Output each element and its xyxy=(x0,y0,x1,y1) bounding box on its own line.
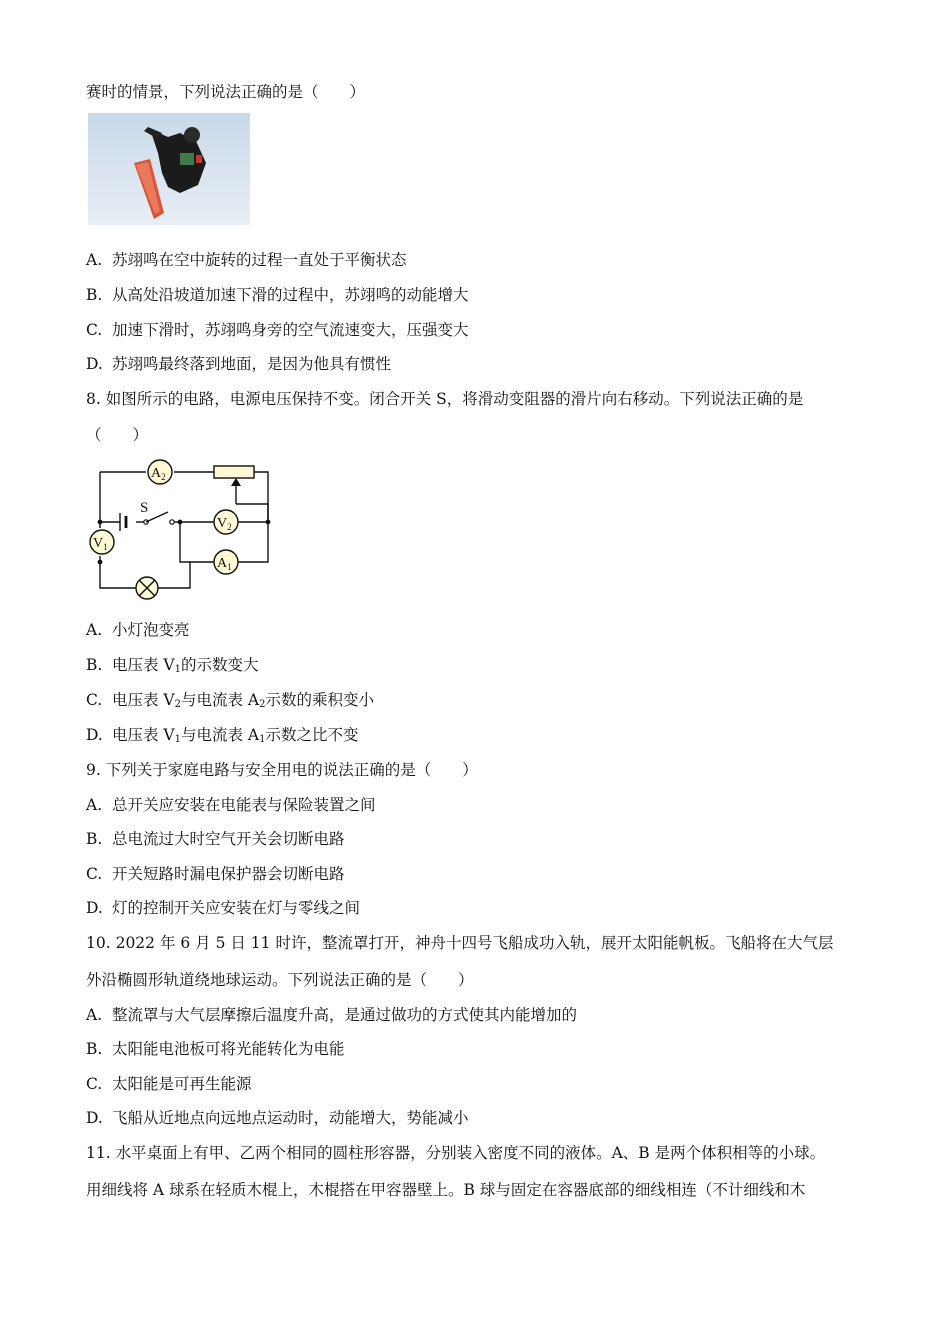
q10-option-b: B. 太阳能电池板可将光能转化为电能 xyxy=(86,1040,345,1058)
q10-option-d: D. 飞船从近地点向远地点运动时，动能增大，势能减小 xyxy=(86,1109,469,1127)
snowboarder-photo xyxy=(88,113,250,225)
voltmeter-v2: $V_2$ xyxy=(217,516,232,532)
q10-option-a: A. 整流罩与大气层摩擦后温度升高，是通过做功的方式使其内能增加的 xyxy=(86,1006,578,1024)
q8-stem-line1: 8. 如图所示的电路，电源电压保持不变。闭合开关 S，将滑动变阻器的滑片向右移动。下列说法正确的是 xyxy=(86,390,804,408)
q8-option-b: B. 电压表 $V_1$的示数变大 xyxy=(86,656,259,675)
switch-label: S xyxy=(140,500,149,516)
q9-option-d: D. 灯的控制开关应安装在灯与零线之间 xyxy=(86,899,361,917)
q11-stem-line2: 用细线将 A 球系在轻质木棍上，木棍搭在甲容器壁上。B 球与固定在容器底部的细线相连（不计细线和木 xyxy=(86,1181,806,1199)
q9-stem: 9. 下列关于家庭电路与安全用电的说法正确的是（ ） xyxy=(86,761,478,779)
q9-option-a: A. 总开关应安装在电能表与保险装置之间 xyxy=(86,796,376,814)
circuit-diagram xyxy=(86,458,276,608)
q7-option-b: B. 从高处沿坡道加速下滑的过程中，苏翊鸣的动能增大 xyxy=(86,286,469,304)
q7-option-c: C. 加速下滑时，苏翊鸣身旁的空气流速变大，压强变大 xyxy=(86,321,469,339)
q10-stem-line2: 外沿椭圆形轨道绕地球运动。下列说法正确的是（ ） xyxy=(86,971,474,989)
q9-option-c: C. 开关短路时漏电保护器会切断电路 xyxy=(86,865,345,883)
voltmeter-v1: $V_1$ xyxy=(93,536,108,552)
q8-option-c: C. 电压表 $V_2$与电流表 $A_2$示数的乘积变小 xyxy=(86,691,375,710)
ammeter-a2: $A_2$ xyxy=(151,466,166,482)
q11-stem-line1: 11. 水平桌面上有甲、乙两个相同的圆柱形容器，分别装入密度不同的液体。A、B 是两个体积相等的小球。 xyxy=(86,1144,826,1162)
q7-option-a: A. 苏翊鸣在空中旋转的过程一直处于平衡状态 xyxy=(86,251,407,269)
q7-option-d: D. 苏翊鸣最终落到地面，是因为他具有惯性 xyxy=(86,355,392,373)
q10-stem-line1: 10. 2022 年 6 月 5 日 11 时许，整流罩打开，神舟十四号飞船成功入轨，展开太阳能帆板。飞船将在大气层 xyxy=(86,934,834,952)
q8-option-a: A. 小灯泡变亮 xyxy=(86,621,190,639)
q10-option-c: C. 太阳能是可再生能源 xyxy=(86,1075,252,1093)
ammeter-a1: $A_1$ xyxy=(217,556,232,572)
q8-stem-line2: （ ） xyxy=(86,426,149,444)
q7-stem: 赛时的情景，下列说法正确的是（ ） xyxy=(86,83,366,101)
q9-option-b: B. 总电流过大时空气开关会切断电路 xyxy=(86,830,345,848)
q8-option-d: D. 电压表 $V_1$与电流表 $A_1$示数之比不变 xyxy=(86,726,359,745)
